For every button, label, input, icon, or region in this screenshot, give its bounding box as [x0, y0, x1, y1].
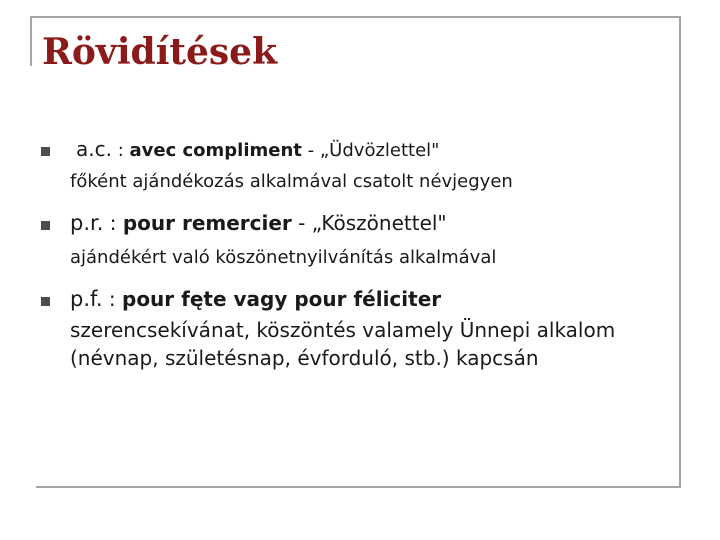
bullet-item-ac [38, 132, 658, 196]
square-bullet-icon [41, 221, 50, 230]
separator: : [103, 211, 123, 235]
bullet-item-pr [38, 206, 658, 272]
separator: : [111, 140, 130, 161]
hungarian-meaning: - „Üdvözlettel" [301, 140, 440, 161]
square-bullet-icon [41, 297, 50, 306]
separator: : [102, 287, 122, 311]
hungarian-meaning: - „Köszönettel" [291, 211, 447, 235]
abbreviation-line [70, 132, 658, 168]
bullet-list [38, 132, 658, 372]
abbreviation: p.f. [70, 287, 103, 311]
french-term: pour remercier [122, 211, 292, 235]
french-term: pour fęte vagy pour féliciter [122, 287, 442, 311]
abbreviation-description: ajándékért való köszönetnyilvánítás alkalmával [70, 247, 497, 268]
abbreviation-line [70, 282, 658, 316]
square-bullet-icon [41, 147, 50, 156]
frame-right-line [679, 16, 681, 488]
frame-left-line [30, 16, 32, 66]
french-term: avec compliment [129, 140, 302, 161]
abbreviation-description: szerencsekívánat, köszöntés valamely Ünnepi alkalom (névnap, születésnap, évforduló, stb.) kapcsán [70, 318, 616, 370]
abbreviation: p.r. [70, 211, 104, 235]
abbreviation: a.c. [76, 137, 112, 161]
bullet-item-pf [38, 282, 658, 372]
frame-top-line [30, 16, 680, 18]
abbreviation-line [70, 206, 658, 240]
frame-bottom-line [36, 486, 681, 488]
abbreviation-description: főként ajándékozás alkalmával csatolt névjegyen [70, 171, 513, 192]
slide-title: Rövidítések [42, 31, 278, 73]
